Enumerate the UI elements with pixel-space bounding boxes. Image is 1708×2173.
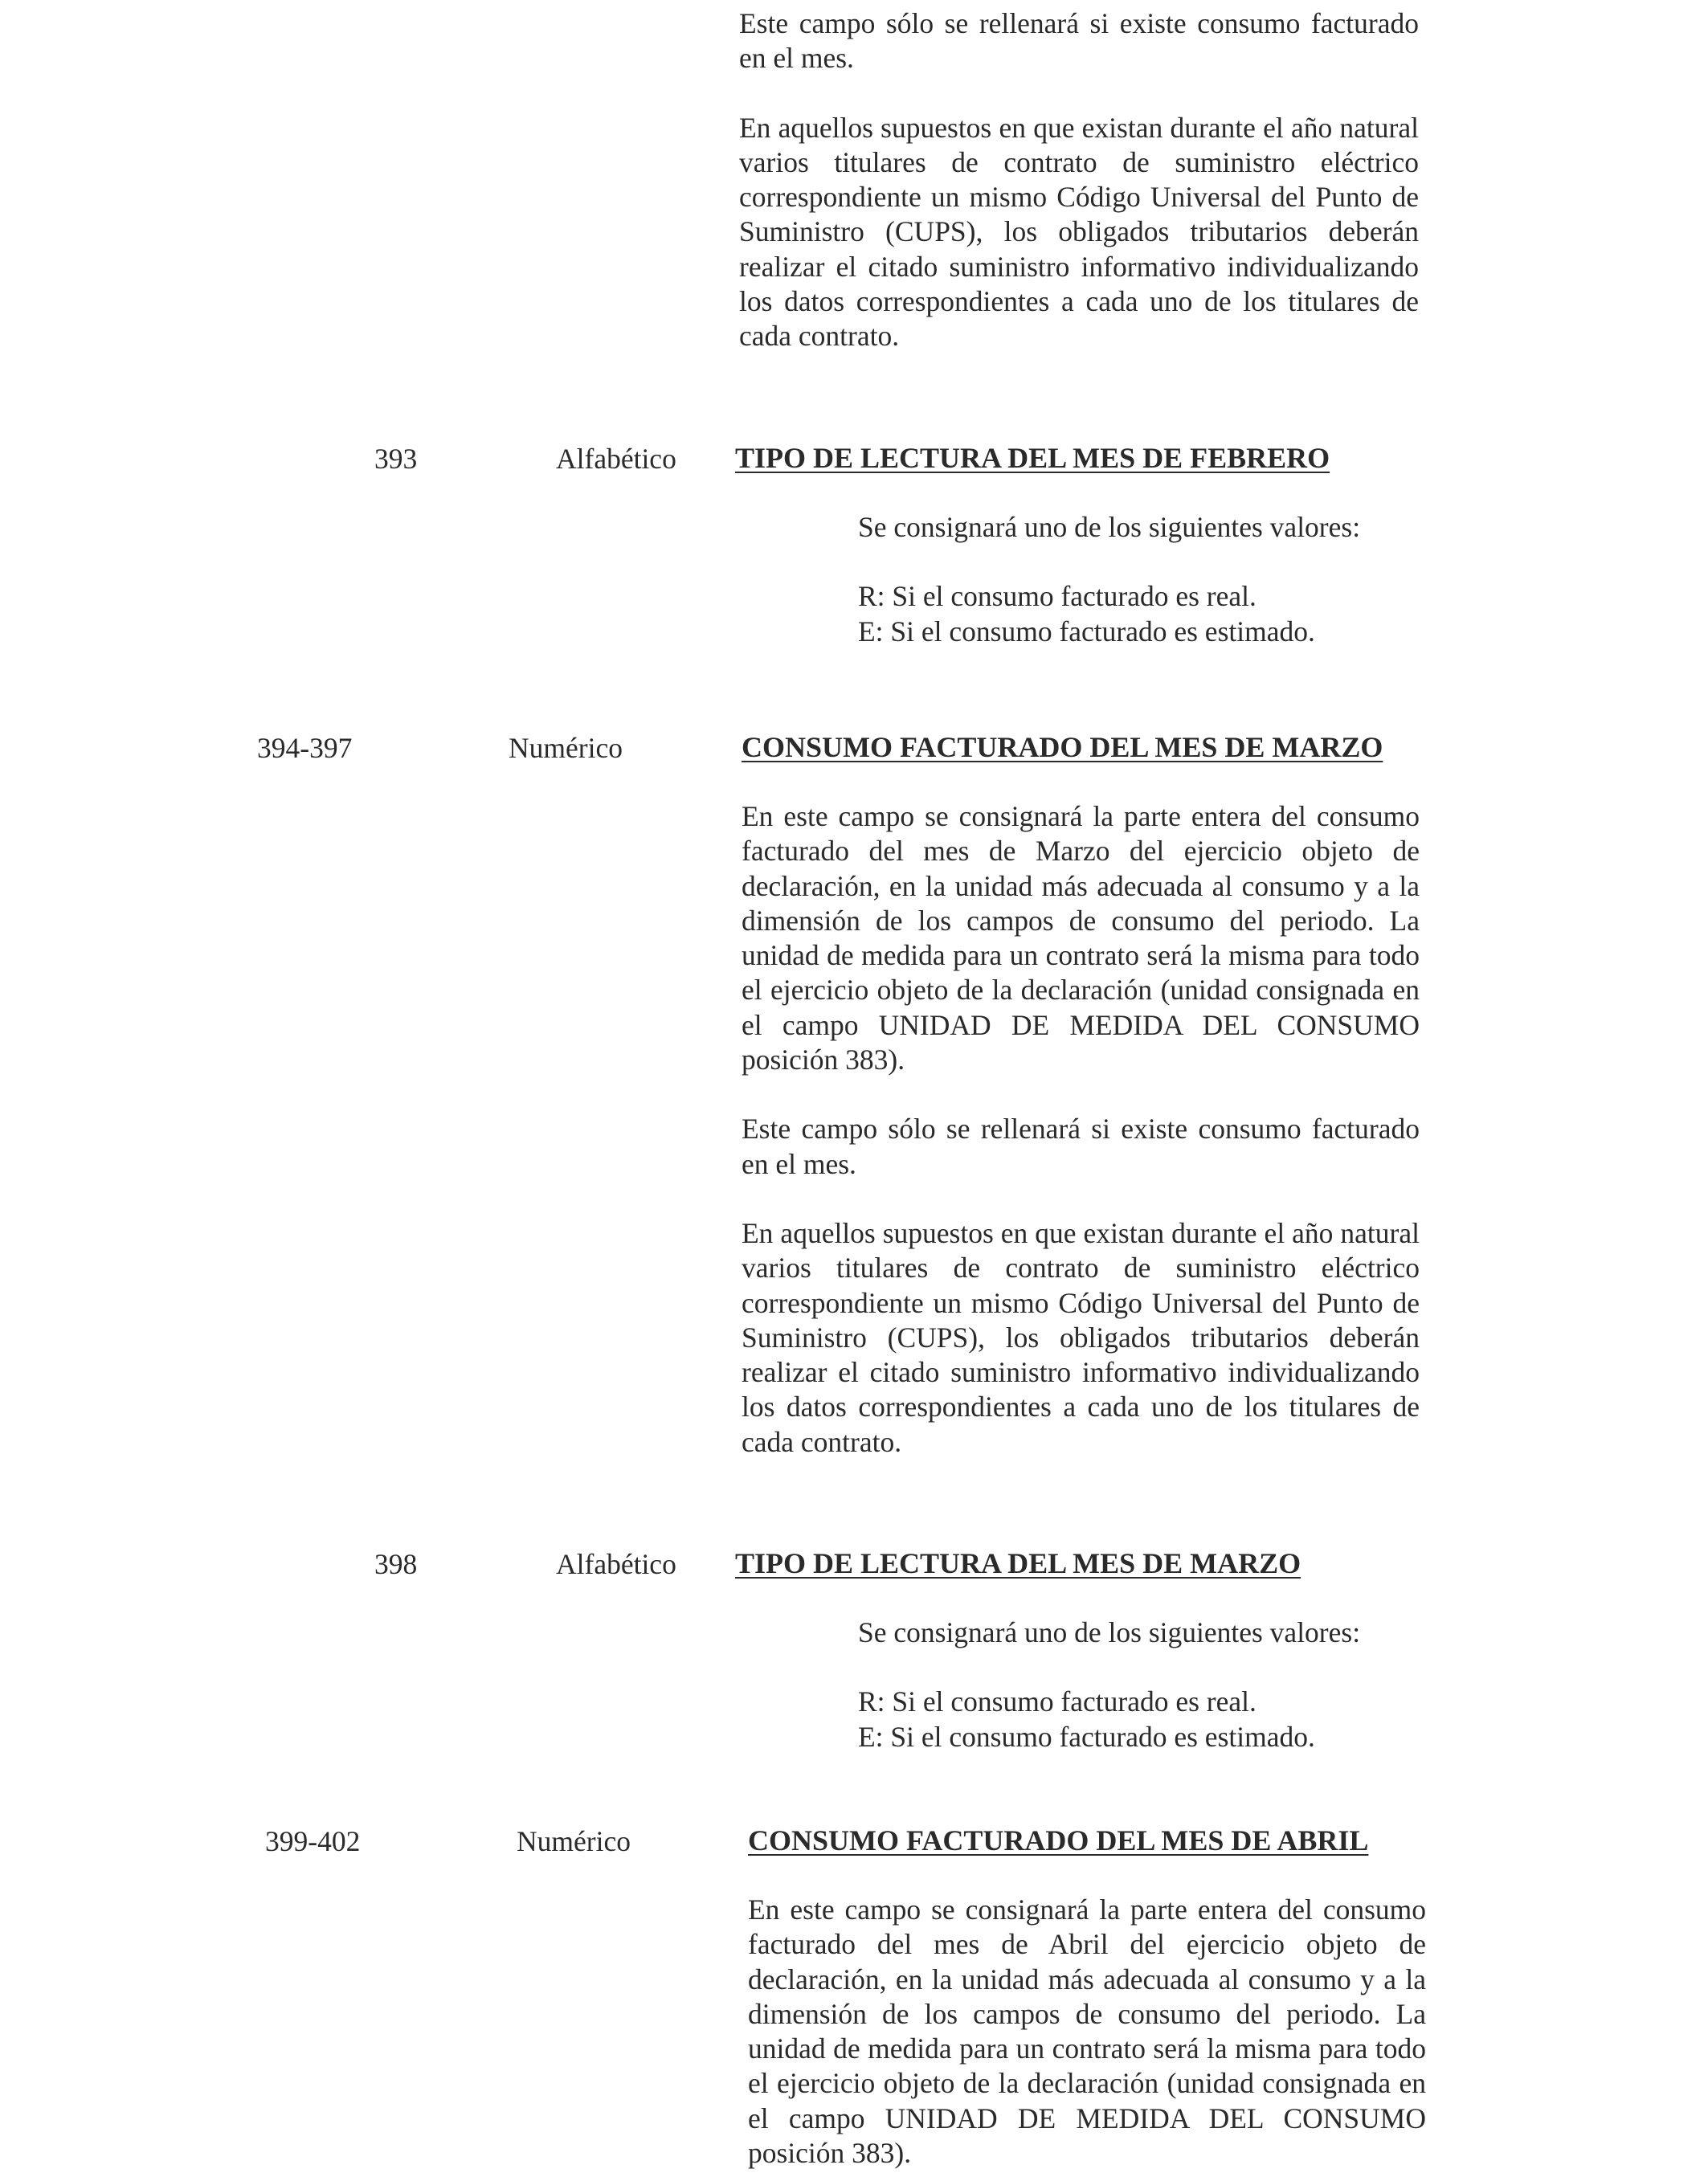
field-type: Alfabético [556, 443, 676, 475]
field-values-block [858, 1615, 1360, 1754]
field-title: TIPO DE LECTURA DEL MES DE MARZO [735, 1547, 1301, 1579]
paragraph: En este campo se consignará la parte entera del consumo facturado del mes de Abril del ejercicio objeto de declaración, en la unidad más adecuada al consumo y a la dimensión de los campos de consumo del periodo. La unidad de medida para un contrato será la misma para todo el ejercicio objeto de la declaración (unidad consignada en el campo UNIDAD DE MEDIDA DEL CONSUMO posición 383). [748, 1893, 1426, 2170]
field-description [742, 799, 1420, 1460]
value-r: R: Si el consumo facturado es real. [858, 1685, 1256, 1718]
field-position: 399-402 [265, 1825, 361, 1857]
paragraph: Este campo sólo se rellenará si existe consumo facturado en el mes. [742, 1113, 1420, 1180]
field-title: CONSUMO FACTURADO DEL MES DE ABRIL [748, 1824, 1369, 1856]
field-title: CONSUMO FACTURADO DEL MES DE MARZO [742, 731, 1383, 763]
value-e: E: Si el consumo facturado es estimado. [858, 1720, 1315, 1753]
paragraph: En aquellos supuestos en que existan durante el año natural varios titulares de contrato de suministro eléctrico correspondiente un mismo Código Universal del Punto de Suministro (CUPS), los obligados tributarios deberán realizar el citado suministro informativo individualizando los datos correspondientes a cada uno de los titulares de cada contrato. [742, 1216, 1420, 1458]
paragraph: Este campo sólo se rellenará si existe consumo facturado en el mes. [739, 7, 1419, 75]
paragraph: En este campo se consignará la parte entera del consumo facturado del mes de Marzo del ejercicio objeto de declaración, en la unidad más adecuada al consumo y a la dimensión de los campos de consumo del periodo. La unidad de medida para un contrato será la misma para todo el ejercicio objeto de la declaración (unidad consignada en el campo UNIDAD DE MEDIDA DEL CONSUMO posición 383). [742, 800, 1420, 1076]
value-r: R: Si el consumo facturado es real. [858, 580, 1256, 613]
field-type: Numérico [509, 732, 623, 764]
field-values-block [858, 510, 1360, 649]
field-type: Numérico [517, 1825, 631, 1857]
value-e: E: Si el consumo facturado es estimado. [858, 615, 1315, 647]
field-position: 393 [374, 443, 418, 475]
field-description [748, 1893, 1426, 2171]
field-position: 394-397 [257, 732, 353, 764]
paragraph: En aquellos supuestos en que existan durante el año natural varios titulares de contrato de suministro eléctrico correspondiente un mismo Código Universal del Punto de Suministro (CUPS), los obligados tributarios deberán realizar el citado suministro informativo individualizando los datos correspondientes a cada uno de los titulares de cada contrato. [739, 111, 1419, 353]
field-position: 398 [374, 1548, 418, 1580]
values-intro: Se consignará uno de los siguientes valores: [858, 511, 1361, 543]
top-continuation [739, 6, 1419, 354]
values-intro: Se consignará uno de los siguientes valores: [858, 1616, 1361, 1648]
field-type: Alfabético [556, 1548, 676, 1580]
field-title: TIPO DE LECTURA DEL MES DE FEBRERO [735, 442, 1330, 474]
